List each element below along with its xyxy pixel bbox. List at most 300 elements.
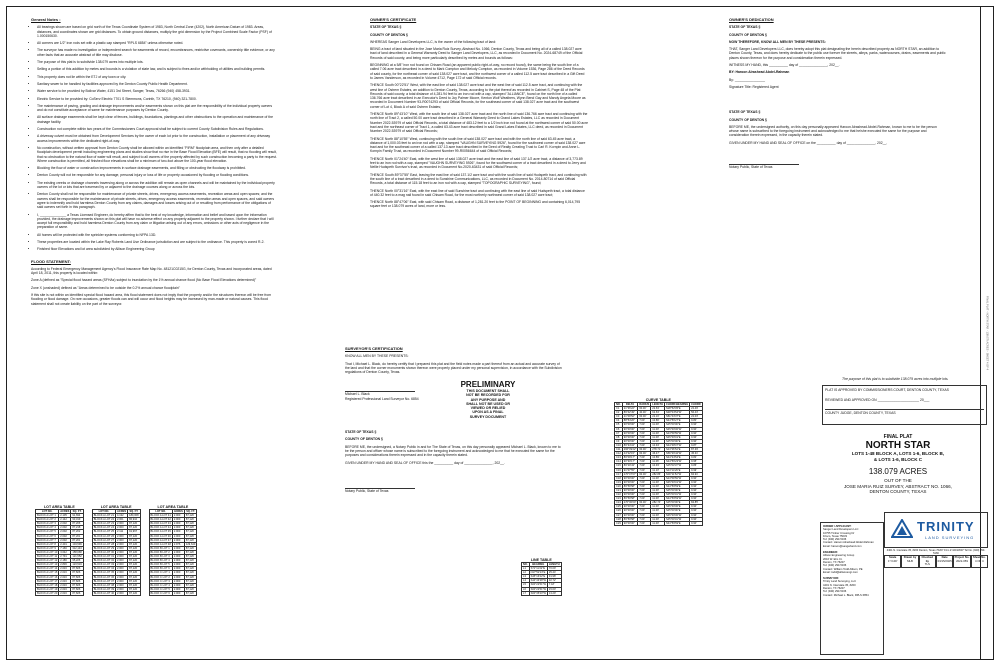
- general-note: • All homes will be protected with fire sprinkler systems conforming to NFPA 13D.: [37, 233, 277, 237]
- table-cell: 87,120: [128, 575, 140, 579]
- table-header-cell: NO.: [616, 403, 621, 406]
- curve-table-title: CURVE TABLE: [645, 398, 671, 402]
- table-cell: 9.90': [690, 509, 703, 513]
- table-cell: BLOCK A LOT 45: [150, 530, 171, 534]
- table-row: [36, 587, 84, 591]
- table-cell: 2.002: [59, 534, 71, 538]
- table-cell: 10.94': [651, 443, 665, 447]
- table-cell: 87,120: [184, 571, 196, 575]
- table-cell: L6: [522, 587, 530, 591]
- table-cell: 9.86': [690, 464, 703, 468]
- table-row: [92, 579, 140, 583]
- metes-bounds-paragraph: BEING a tract of land situated in the Jose Maria Ruiz Survey, Abstract No. 1066, Denton County, Texas and being all of a called 138.027 acre tract of land described in a General Warranty Deed to Sanger Land Developers, LLC, as recorded in Document No. 2024-68749 of the Official Records of said county, and being more particularly described by metes and bounds as follows:: [370, 47, 583, 60]
- table-cell: 87,120: [128, 550, 140, 554]
- table-cell: BLOCK A LOT 44: [150, 526, 171, 530]
- table-cell: 11.00': [651, 493, 665, 497]
- od-before-me: BEFORE ME, the undersigned authority, on this day personally appeared Haroon Alrashead Abdel-Rahman, known to me to be the person whose name is subscribed to the foregoing instrument and acknowledged to me that he/she executed the same for the purpose and consideration therein expressed, in the capacity therein stated.: [729, 124, 937, 138]
- table-cell: S45°00'00"E: [664, 509, 689, 513]
- table-cell: 2.002: [59, 526, 71, 530]
- table-cell: C27: [616, 513, 621, 517]
- approval-text: PLAT IS APPROVED BY COMMISSIONERS COURT, DENTON COUNTY, TEXAS: [825, 388, 949, 392]
- sc-given: GIVEN UNDER MY HAND AND SEAL OF OFFICE this the __________ day of _______________, 202__.: [345, 460, 505, 465]
- table-header-cell: LENGTH: [548, 563, 560, 566]
- table-cell: 2.000: [116, 587, 128, 591]
- table-cell: BLOCK A LOT 1: [36, 514, 59, 518]
- title-block-cell-value: 1"=100': [887, 558, 898, 563]
- table-cell: BLOCK A LOT 40: [93, 591, 115, 595]
- table-cell: 87,120: [184, 526, 196, 530]
- table-cell: 2.000: [116, 567, 128, 571]
- table-cell: 7.00': [638, 456, 651, 460]
- table-cell: 87,120: [128, 534, 140, 538]
- table-cell: 25.44': [547, 571, 561, 575]
- table-cell: C1: [615, 407, 623, 411]
- general-note: • The existing creeks or drainage channels traversing along or across the addition will remain as open channels and will be maintained by the individual property owners of the lot or lots that are traversed by or adjacent to the drainage courses along or across the lots.: [37, 181, 277, 190]
- table-cell: N45°00'01"E: [664, 435, 689, 439]
- title-block-cell-value: 4 OF 4: [975, 558, 984, 563]
- table-cell: N44°56'27"E: [664, 419, 689, 423]
- sc-notary: Notary Public, State of Texas: [345, 488, 389, 493]
- table-cell: 2.000: [172, 526, 184, 530]
- survey-name: JOSE MARIA RUIZ SURVEY, ABSTRACT NO. 1066,: [844, 483, 952, 489]
- table-cell: 270°07'07": [623, 472, 637, 476]
- out-of-the: OUT OF THE: [884, 478, 912, 483]
- table-cell: L5: [522, 583, 530, 587]
- general-note: • Electric Service to be provided by: CoServ Electric 7701 S Stemmons, Corinth, TX 76210, (940) 321-7800.: [37, 97, 277, 101]
- table-cell: 7.00': [638, 435, 651, 439]
- title-block-cell: [901, 555, 918, 568]
- table-cell: BLOCK A LOT 14: [37, 567, 58, 571]
- table-cell: 2.791: [59, 555, 71, 559]
- od-notary: Notary Public, State of Texas: [729, 165, 773, 170]
- table-cell: 22.63': [651, 407, 665, 411]
- general-note: • Finished floor Elevations and lot area subdivided by Allison Engineering Group: [37, 247, 277, 251]
- table-cell: BLOCK A LOT 15: [37, 571, 58, 575]
- table-cell: S44°43'38"W: [530, 579, 546, 583]
- table-cell: 11.00': [651, 431, 665, 435]
- approval-reviewed: REVIEWED AND APPROVED ON ______________________ 20___: [825, 398, 930, 403]
- table-cell: C23: [616, 497, 621, 501]
- table-cell: N45°00'00"W: [664, 427, 689, 431]
- table-cell: 7.166: [59, 546, 71, 550]
- title-block-cell-label: Date: [941, 555, 948, 559]
- table-cell: S44°14'26"E: [664, 468, 689, 472]
- table-cell: 90°00'00": [622, 480, 638, 484]
- table-row: [92, 550, 140, 554]
- table-cell: 2.836: [59, 563, 71, 567]
- table-cell: N28°52'05"E: [664, 407, 689, 411]
- metes-bounds-paragraph: THENCE South 89°37'55" East, leaving the east line of said 137.1/2 acre tract and with the south line of said Hudspeth tract, and continuing with the south line of a tract described in a deed to Sunshine Communications, LLC, as recorded in Document No. 2014-80714 of said Official Records, a total distance of 115.18 feet to an iron rod with a cap, stamped "TOPOGRAPHIC SURVEYING", found;: [370, 172, 587, 186]
- table-cell: 87,120: [128, 546, 140, 550]
- table-cell: 89°34'34": [622, 443, 638, 447]
- preliminary-line: SURVEY DOCUMENT: [469, 414, 507, 419]
- table-cell: BLOCK B LOT 4: [149, 559, 172, 563]
- title-block-cell: [971, 555, 988, 568]
- flood-statement: [31, 267, 277, 306]
- title-block-cell: [884, 555, 901, 568]
- table-cell: S00°22'51"W: [530, 587, 546, 591]
- table-cell: 7.00': [638, 521, 651, 525]
- table-cell: 7.00': [638, 480, 651, 484]
- table-cell: C17: [616, 472, 621, 476]
- table-cell: 9.90': [690, 431, 703, 435]
- table-cell: 87,120: [184, 559, 196, 563]
- table-cell: C21: [616, 488, 621, 492]
- engineer-label: ENGINEER:: [823, 551, 838, 555]
- table-cell: 87,120: [128, 567, 140, 571]
- table-cell: 56.43': [690, 411, 703, 415]
- general-note: • No construction, without written approval from Denton County shall be allowed within an identified "FIRM" floodplain area, and then only after a detailed floodplain development permit including engineering plans and studies show that no rise in the Base Flood Elevation (BFE) will result, that no flooding will result, that no obstruction to the natural flow of water will result, and subject to all owners of the property affected by such construction becoming a party to the request. Where construction is permitted, all finished floor elevations shall be a minimum of two-foot above the 100-year flood elevation.: [37, 146, 277, 163]
- table-cell: N45°00'00"W: [664, 513, 689, 517]
- table-cell: N00°11'52"W: [664, 472, 689, 476]
- table-cell: 9.99': [690, 468, 703, 472]
- table-cell: L2: [522, 571, 530, 575]
- table-cell: BLOCK A LOT 2: [36, 518, 59, 522]
- table-cell: 2.002: [59, 538, 71, 542]
- table-cell: C3: [615, 415, 623, 419]
- table-cell: BLOCK B LOT 2: [149, 550, 172, 554]
- table-cell: 87,120: [184, 563, 196, 567]
- table-cell: 87,120: [184, 555, 196, 559]
- table-cell: C24: [616, 501, 621, 505]
- table-cell: BLOCK C LOT 2: [149, 575, 172, 579]
- table-cell: 2.105: [59, 514, 71, 518]
- engineer-info-line: Tel: (940) 293-5166: [823, 564, 847, 568]
- table-cell: N48°04'54"W: [664, 411, 689, 415]
- od-county-line: COUNTY OF DENTON §: [729, 32, 767, 37]
- logo-box: [884, 512, 988, 548]
- table-row: [36, 538, 84, 542]
- table-cell: C26: [616, 509, 621, 513]
- line-table-title: LINE TABLE: [530, 558, 552, 562]
- table-cell: 32.72': [547, 579, 561, 583]
- table-cell: C5: [615, 423, 623, 427]
- table-cell: 2.000: [116, 526, 128, 530]
- title-block-cell-label: Sheet No.: [972, 555, 986, 559]
- table-header-row: [522, 563, 562, 567]
- table-cell: C28: [616, 517, 621, 521]
- table-cell: 60.00': [638, 452, 651, 456]
- table-cell: 40.00': [638, 411, 651, 415]
- table-row: [36, 546, 84, 550]
- table-cell: 2.000: [116, 563, 128, 567]
- table-header-cell: LOT NO.: [149, 510, 172, 514]
- table-cell: BLOCK A LOT 20: [37, 591, 58, 595]
- table-cell: 121,552: [72, 555, 82, 559]
- table-cell: 11.00': [651, 488, 665, 492]
- table-cell: 180,008: [129, 514, 139, 518]
- owners-certificate-heading: OWNER'S CERTIFICATE: [370, 17, 417, 22]
- table-cell: 87,120: [128, 542, 140, 546]
- table-cell: 2.000: [172, 546, 184, 550]
- table-cell: BLOCK A LOT 33: [93, 563, 115, 567]
- owners-certificate: [370, 18, 588, 212]
- table-cell: 90°00'00": [622, 505, 638, 509]
- table-cell: 7.00': [638, 476, 651, 480]
- table-row: [92, 583, 140, 587]
- metes-and-bounds: [370, 47, 588, 209]
- table-cell: 89°09'17": [622, 456, 638, 460]
- table-row: [36, 571, 84, 575]
- table-cell: S45°00'00"E: [664, 423, 689, 427]
- surveyor-name: Michael L. Black: [345, 392, 370, 397]
- table-cell: 46.47': [651, 452, 665, 456]
- table-row: [92, 542, 140, 546]
- general-note: • These properties are located within the Lake Ray Roberts Land Use Ordinance jurisdiction and are subject to the ordinance. This property is zoned R-2.: [37, 240, 277, 244]
- table-cell: 2.000: [116, 575, 128, 579]
- table-cell: 9.90': [690, 497, 703, 501]
- od-state-line-2: STATE OF TEXAS §: [729, 110, 761, 115]
- table-cell: 87,120: [128, 563, 140, 567]
- table-cell: 2.000: [172, 538, 184, 542]
- table-cell: 2.000: [172, 555, 184, 559]
- table-cell: 9.90': [690, 476, 703, 480]
- table-cell: 90°30'17": [622, 460, 638, 464]
- title-block-cells: [884, 555, 988, 568]
- lot-area-table-block: [149, 505, 198, 596]
- lot-area-table-title: LOT AREA TABLE: [157, 505, 189, 509]
- table-cell: 87,826: [71, 583, 83, 587]
- table-cell: L7: [522, 591, 530, 595]
- table-header-cell: SQ. FT.: [129, 510, 139, 513]
- table-cell: C22: [616, 493, 621, 497]
- table-header-cell: LOT NO.: [92, 510, 115, 514]
- table-cell: 104,599: [72, 542, 82, 546]
- table-cell: N44°59'59"E: [664, 521, 689, 525]
- table-cell: 266°09'22": [623, 448, 637, 452]
- table-cell: 87,202: [71, 530, 83, 534]
- table-cell: S45°00'01"W: [664, 493, 689, 497]
- table-cell: 9.90': [690, 439, 703, 443]
- table-cell: BLOCK A LOT 18: [37, 583, 58, 587]
- surveyor-title: Registered Professional Land Surveyor No. 6854: [345, 396, 419, 401]
- sc-before-me: BEFORE ME, the undersigned, a Notary Public in and for The State of Texas, on this day personally appeared Michael L. Black, known to me to be the person and officer whose name is subscribed to the foregoing instrument and acknowledged to me that he executed the same for the purposes and considerations therein expressed and in the capacity therein stated.: [345, 444, 561, 458]
- table-row: [36, 555, 84, 559]
- table-cell: 7.00': [638, 488, 651, 492]
- owner-info-line: Frisco, Texas 75033: [823, 534, 847, 538]
- table-cell: S45°00'00"E: [664, 488, 689, 492]
- table-cell: 10.93': [651, 464, 665, 468]
- table-cell: BLOCK A LOT 35: [93, 571, 115, 575]
- owner-info-line: Contact: Haroon Alrashead Abdel-Rahman: [823, 541, 874, 545]
- preliminary-line: ANY PURPOSE AND: [470, 397, 506, 402]
- table-cell: BLOCK A LOT 10: [37, 550, 58, 554]
- table-cell: N45°00'01"W: [664, 480, 689, 484]
- table-row: [92, 546, 140, 550]
- table-cell: 87,120: [184, 587, 196, 591]
- side-strip: FINAL PLAT - NORTH STAR - 138.079 ACRES - SHEET 4 OF 4: [980, 7, 993, 659]
- table-cell: N81°43'37"E: [664, 415, 689, 419]
- table-cell: 7.00': [638, 517, 651, 521]
- table-cell: 87,120: [184, 583, 196, 587]
- preliminary-lines: [438, 389, 538, 419]
- table-cell: C8: [615, 435, 623, 439]
- table-cell: BLOCK A LOT 8: [36, 542, 59, 546]
- od-by: BY: Haroon Alrashead Abdel-Rahman: [729, 70, 790, 75]
- od-now-therefore: NOW THEREFORE, KNOW ALL MEN BY THESE PRESENTS:: [729, 39, 826, 44]
- table-cell: 7.00': [638, 497, 651, 501]
- preliminary-stamp: [438, 380, 538, 419]
- table-cell: 2.000: [172, 550, 184, 554]
- table-cell: 2.000: [172, 587, 184, 591]
- surveyor-statement: That I, Michael L. Black, do hereby certify that I prepared this plat and the field notes made a part thereof from an actual and accurate survey of the land and that the corner monuments shown thereon were properly placed under my personal supervision, in accordance with the Subdivision regulations of Denton County, Texas.: [345, 361, 562, 375]
- general-note: • Denton County will not be responsible for any damage, personal injury or loss of life or property occasioned by flooding or flooding conditions.: [37, 173, 277, 177]
- od-county-line-2: COUNTY OF DENTON §: [729, 117, 767, 122]
- owners-dedication: [729, 18, 947, 172]
- table-cell: 7.00': [638, 443, 651, 447]
- purpose-line: The purpose of this plat is to subdivide 138.079 acres into multiple lots.: [842, 377, 949, 381]
- metes-bounds-paragraph: THENCE North 89°43'10" West, with the south line of said 138.027 acre tract and the north line of said 136.766 acre tract and continuing with the north line of Tract 2, a called 50.00 acre tract described in a General Warranty Deed to Grand Lakes Estates, LLC as recorded in Document Number 2022-53979 of said Official Records, a total distance of 483.12 feet to a 1/2 inch iron rod found at the northwest corner of said 50.00 acre tract and the northeast corner of Tract 1, a called 63.43 acre tract described in said Grand Lakes Estates, LLC deed, as recorded in Document Number 2022-53979 of said Official Records;: [370, 112, 589, 134]
- table-cell: S44°36'54"E: [664, 448, 689, 452]
- table-cell: L4: [522, 579, 530, 583]
- table-row: [92, 538, 140, 542]
- table-cell: 2.016: [59, 587, 71, 591]
- table-cell: 7.00': [638, 439, 651, 443]
- preliminary-line: THIS DOCUMENT SHALL: [466, 389, 510, 393]
- county-line: COUNTY OF DENTON §: [370, 32, 408, 37]
- table-cell: 13.29': [547, 591, 561, 595]
- owner-lines: [823, 528, 881, 548]
- table-cell: 2.000: [172, 583, 184, 587]
- table-row: [36, 591, 84, 595]
- table-row: [36, 579, 84, 583]
- od-given: GIVEN UNDER MY HAND AND SEAL OF OFFICE on the __________ day of _______________, 202__.: [729, 140, 888, 145]
- final-plat-label: FINAL PLAT: [883, 434, 913, 440]
- engineer-info-line: Contact: William Todd Allison, PE: [823, 567, 863, 571]
- table-cell: 87,120: [184, 567, 196, 571]
- table-cell: 2.016: [59, 583, 71, 587]
- table-cell: 87,826: [71, 571, 83, 575]
- surveyor-lines: [823, 580, 881, 596]
- table-cell: 2.002: [59, 522, 71, 526]
- table-cell: 278.71': [651, 448, 665, 452]
- table-cell: C11: [616, 448, 621, 452]
- general-note: • All bearings shown are based on grid north of the Texas Coordinate System of 1983, North Central Zone (4202), North American Datum of 1983. Areas, distances, and coordinates shown are grid distances. To obtain ground distances, multiply the grid dimension by the Project Combined Scale Factor (PSF) of 1.000150630.: [37, 25, 277, 38]
- lots-line-1: LOTS 1-48 BLOCK A, LOTS 1-6, BLOCK B,: [851, 451, 945, 456]
- lot-area-table-title: LOT AREA TABLE: [43, 505, 75, 509]
- table-cell: 87,120: [128, 579, 140, 583]
- table-cell: 91,694: [71, 514, 83, 518]
- table-cell: BLOCK A LOT 34: [93, 567, 115, 571]
- table-cell: 91,967: [128, 530, 140, 534]
- table-cell: 87,120: [128, 591, 140, 595]
- general-note: • The purpose of this plat is to subdivide 138.079 acres into multiple lots.: [37, 60, 277, 64]
- table-cell: 11.00': [651, 505, 665, 509]
- table-cell: C25: [616, 505, 621, 509]
- table-cell: C4: [615, 419, 623, 423]
- title-block-cell-label: Scale: [889, 555, 897, 559]
- table-cell: 7.00': [638, 419, 651, 423]
- table-cell: 88°54'26": [622, 419, 638, 423]
- owner-info-line: Sanger Land Developers LLC: [823, 528, 859, 532]
- table-cell: 87,120: [184, 522, 196, 526]
- table-cell: 87,120: [128, 571, 140, 575]
- table-cell: 9.80': [690, 419, 703, 423]
- metes-bounds-paragraph: THENCE North 01°24'40" East, with the west line of said 138.027 acre tract and the east line of said 137.1/2 acre tract, a distance of 3,773.89 feet to an iron rod with a cap, stamped "VAUGHN SURVEYING 5926", found for the southwest corner of a tract described in a deed to Jerry and Nellie Hudspeth Survivor's trust, as recorded in Document No.2020-63431 of said Official Records;: [370, 156, 586, 170]
- table-cell: 11.00': [651, 513, 665, 517]
- table-cell: 87,120: [184, 546, 196, 550]
- table-cell: 9.95': [690, 460, 703, 464]
- table-cell: 2.000: [172, 579, 184, 583]
- table-cell: BLOCK A LOT 13: [37, 563, 58, 567]
- table-cell: 9.90': [690, 480, 703, 484]
- table-cell: C18: [616, 476, 621, 480]
- table-cell: 2.000: [116, 583, 128, 587]
- table-header-cell: CHORD: [691, 403, 701, 406]
- table-cell: 45.31': [690, 452, 703, 456]
- table-cell: 11.00': [651, 517, 665, 521]
- lots-line-2: & LOTS 1-6, BLOCK C: [873, 456, 923, 462]
- table-cell: 2.111: [116, 530, 128, 534]
- logo-subtext: LAND SURVEYING: [925, 535, 975, 540]
- table-cell: 11.00': [651, 521, 665, 525]
- metes-bounds-paragraph: THENCE South 00°22'51" West, with the east line of said 138.027 acre tract and the west line of said 112.5 acre tract, and continuing with the west line of Ostrem Estates, an addition to Denton County, Texas, according to the plat thereof as recorded in Cabinet S, Page 48 of the Plat Records of said county, a total distance of 4,281.94 feet to an iron rod with a cap, stamped "ALLIANCE", found on the north line of a called 136.766 acre tract described in an Executor's Deed to Joy Palmer Moore, Kenton Wolf Weathers, Wynn Bend Gay and Mandy Angela Moore as recorded in Document Number 93-R0074293 of said Official Records, for the southeast corner of said 138.027 acre tract and the southwest corner of Lot 4, Block A of said Ostrem Estates;: [370, 83, 586, 109]
- title-block-cell: [936, 555, 953, 568]
- table-row: [36, 534, 84, 538]
- table-cell: 93,319: [71, 518, 83, 522]
- table-cell: 60.00': [638, 472, 651, 476]
- table-cell: 2.000: [172, 571, 184, 575]
- table-cell: 2.000: [116, 555, 128, 559]
- table-row: [36, 530, 84, 534]
- table-cell: BLOCK A LOT 7: [36, 538, 59, 542]
- title-block-cell-label: Drawn by: [903, 555, 917, 559]
- table-cell: 86,910: [128, 518, 140, 522]
- table-cell: C29: [616, 521, 621, 525]
- table-cell: 10.89': [651, 456, 665, 460]
- table-header-cell: SQ. FT.: [72, 510, 82, 513]
- table-cell: BLOCK B LOT 5: [149, 563, 172, 567]
- table-row: [36, 550, 84, 554]
- table-row: [615, 521, 703, 525]
- table-header-cell: ACRES: [60, 510, 70, 513]
- table-cell: 11.00': [651, 435, 665, 439]
- table-cell: 89°42'49": [622, 411, 638, 415]
- table-cell: 60.00': [638, 448, 651, 452]
- table-cell: 2.000: [116, 550, 128, 554]
- table-cell: BLOCK A LOT 9: [36, 546, 59, 550]
- whereas-line: WHEREAS Sanger Land Developers LLC, is the owner of the following tract of land:: [370, 39, 497, 44]
- surveyor-info-line: Trinity Land Surveying, LLC: [823, 580, 857, 584]
- table-header-cell: ACRES: [173, 510, 183, 513]
- subdivision-name: NORTH STAR: [865, 440, 931, 451]
- table-cell: 62.63': [651, 411, 665, 415]
- metes-bounds-paragraph: BEGINNING at a 5/8" iron rod found on Chisam Road (an apparent public right-of-way, no record found), the same being the south line of a called 7.06 acre tract described in a deed to Mark Compton and Melody Compton, as recorded in Volume 1536, Page 286 of the Deed Records of said county, for the northeast corner of said 138.027 acre tract, and the northwest corner of a called 112.5 acre tract described in a Gift Deed to James Vanderson, as recorded in Volume 4712, Page 172 of said Official records.: [370, 63, 585, 80]
- table-cell: BLOCK A LOT 46: [150, 534, 171, 538]
- sc-county-line: COUNTY OF DENTON §: [345, 437, 383, 442]
- table-cell: 9.90': [690, 435, 703, 439]
- table-cell: 2.016: [59, 579, 71, 583]
- table-cell: S44°59'59"W: [664, 431, 689, 435]
- table-cell: 2.000: [172, 518, 184, 522]
- owner-info-line: Email: haroon@sangerland.com: [823, 544, 862, 548]
- table-cell: S00°22'51"W: [530, 583, 546, 587]
- table-cell: 84.91': [690, 472, 703, 476]
- table-cell: 7.00': [638, 423, 651, 427]
- lot-area-table: [92, 509, 141, 596]
- table-cell: S45°00'00"E: [664, 501, 689, 505]
- table-cell: 87,120: [184, 579, 196, 583]
- table-cell: C9: [615, 439, 623, 443]
- title-block-cell: [953, 555, 970, 568]
- general-note: • All surface drainage easements shall be kept clear of fences, buildings, foundations, plantings and other obstructions to the operation and maintenance of the drainage facility.: [37, 115, 277, 124]
- table-cell: N44°56'23"W: [664, 460, 689, 464]
- table-cell: C6: [615, 427, 623, 431]
- table-cell: BLOCK A LOT 38: [93, 583, 115, 587]
- owner-info-line: 10755 Timber Crossing Dr: [823, 531, 855, 535]
- table-cell: 87,201: [71, 534, 83, 538]
- general-note: • This property does not lie within the ETJ of any town or city.: [37, 75, 277, 79]
